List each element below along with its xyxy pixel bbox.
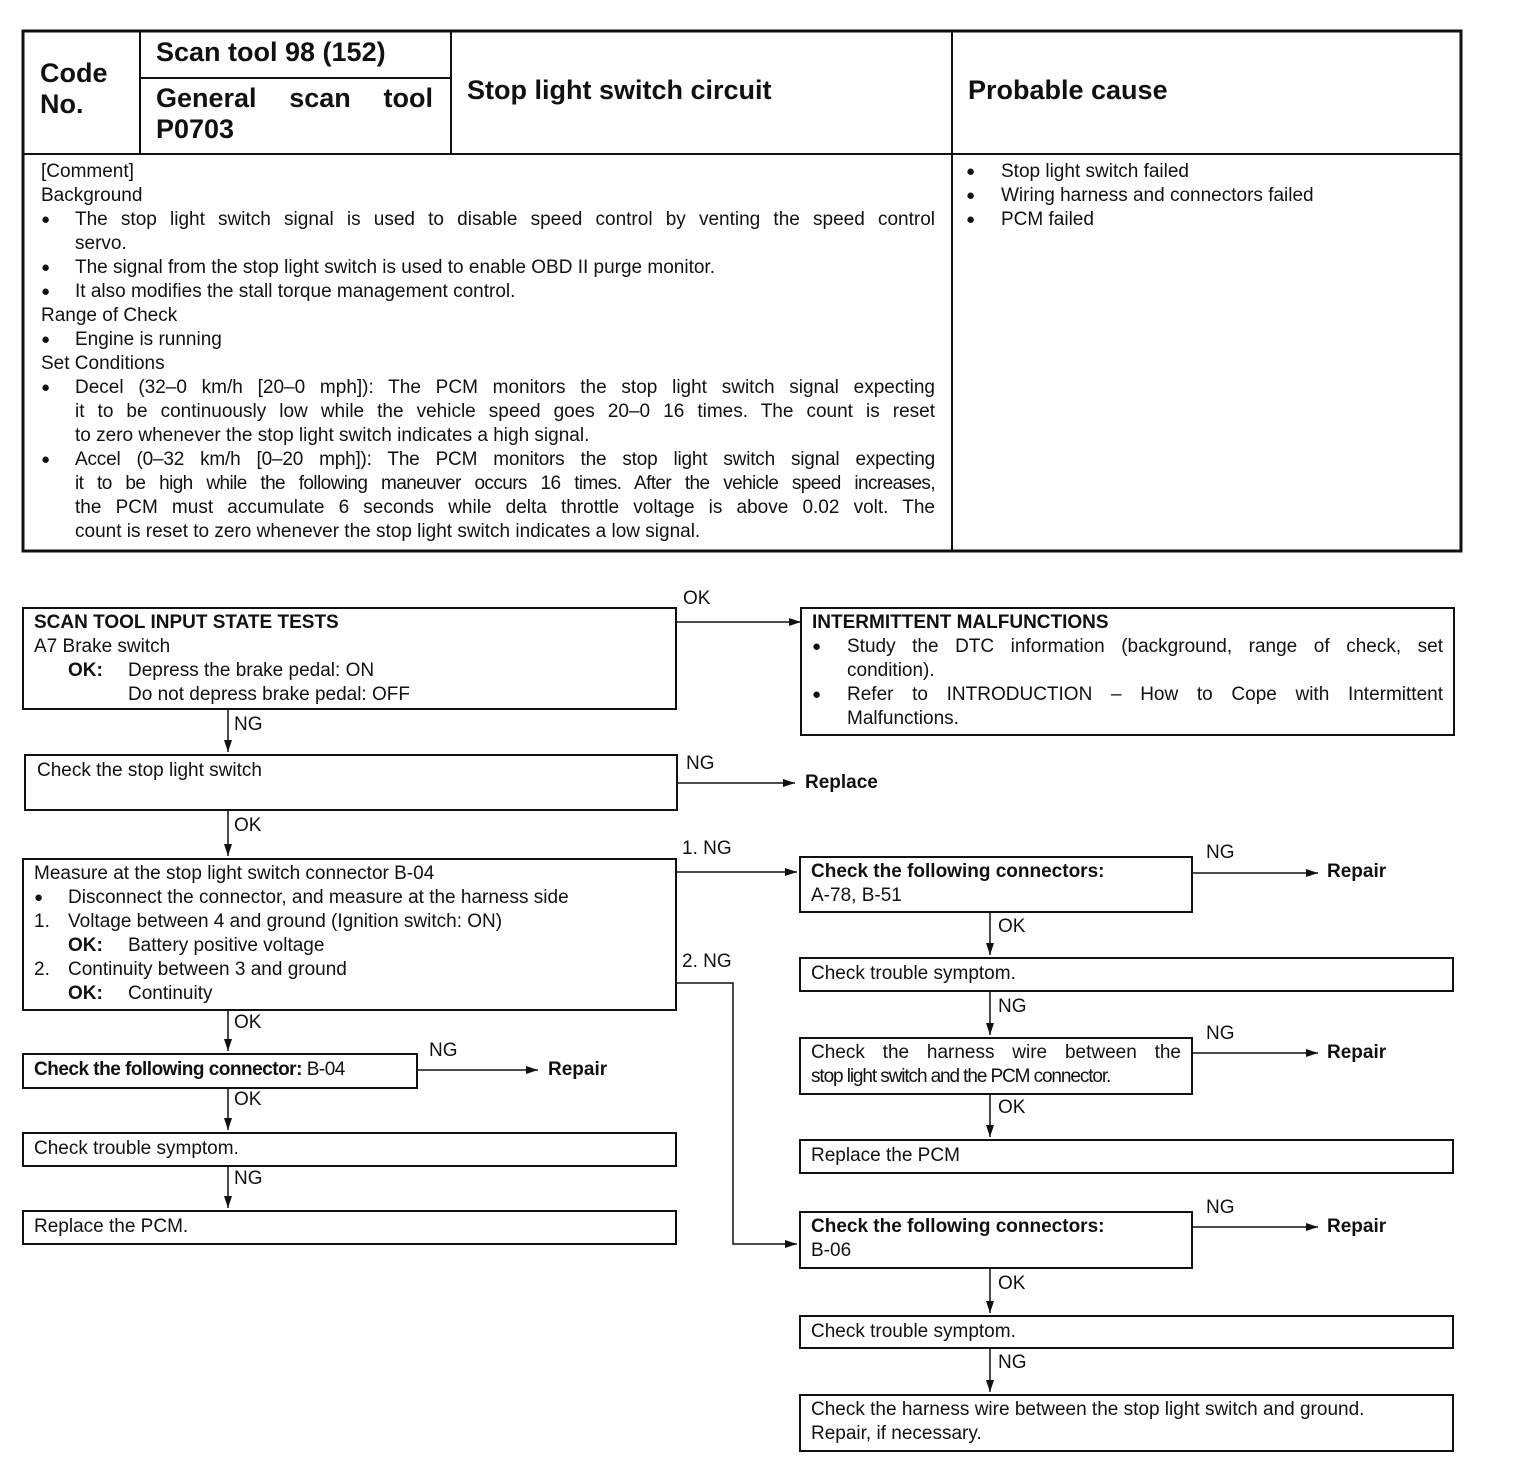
check-b06-connectors: B-06 bbox=[811, 1240, 852, 1261]
bullet-icon: ● bbox=[41, 379, 51, 396]
branch-label-ng: NG bbox=[1206, 842, 1235, 863]
scan-tool-tests-box bbox=[22, 607, 677, 710]
bullet-icon: ● bbox=[41, 283, 51, 300]
check-a78-connectors: A-78, B-51 bbox=[811, 885, 902, 906]
scan-tests-ok-2: Do not depress brake pedal: OFF bbox=[128, 684, 410, 705]
branch-label-ok: OK bbox=[234, 815, 262, 836]
repair-label: Repair bbox=[548, 1059, 608, 1080]
bullet-icon: ● bbox=[812, 686, 822, 703]
repair-label: Repair bbox=[1327, 1216, 1387, 1237]
repair-label: Repair bbox=[1327, 861, 1387, 882]
branch-label-ng: NG bbox=[234, 714, 263, 735]
scan-tests-ok-1: OK: Depress the brake pedal: ON bbox=[68, 660, 375, 681]
repair-label: Repair bbox=[1327, 1042, 1387, 1063]
branch-label-ok: OK bbox=[234, 1089, 262, 1110]
check-switch-text: Check the stop light switch bbox=[37, 760, 262, 781]
check-trouble-box-left bbox=[22, 1132, 677, 1167]
harness-pcm-line-2: stop light switch and the PCM connector. bbox=[811, 1066, 1111, 1087]
probable-cause-item: ● Wiring harness and connectors failed bbox=[966, 185, 1314, 206]
comment-label: [Comment] bbox=[41, 161, 134, 182]
bullet-icon: ● bbox=[812, 638, 822, 655]
set-item-1: ● Decel (32–0 km/h [20–0 mph]): The PCM monitors the stop light switch signal expecting it to be continuously low while the vehicle speed goes 20–0 16 times. The count is reset to zero whenever the stop light switch indicates a high signal. bbox=[41, 377, 935, 446]
harness-pcm-line-1: Check the harness wire between the bbox=[811, 1042, 1181, 1063]
replace-label: Replace bbox=[805, 772, 878, 793]
code-no-heading: Code No. bbox=[40, 58, 108, 119]
background-item-3: ● It also modifies the stall torque management control. bbox=[41, 281, 516, 302]
measure-bullet: ● Disconnect the connector, and measure at the harness side bbox=[34, 887, 569, 908]
check-a78-box bbox=[799, 856, 1193, 913]
branch-label-ng: NG bbox=[998, 1352, 1027, 1373]
check-b06-box bbox=[799, 1211, 1193, 1269]
check-harness-pcm-box bbox=[799, 1037, 1193, 1095]
intermittent-item-1: ● Study the DTC information (background, range of check, set condition). bbox=[812, 636, 1443, 681]
check-trouble-text: Check trouble symptom. bbox=[34, 1138, 239, 1159]
bullet-icon: ● bbox=[966, 211, 976, 228]
bullet-icon: ● bbox=[34, 889, 44, 906]
check-switch-box bbox=[24, 754, 678, 811]
background-heading: Background bbox=[41, 185, 143, 206]
branch-label-ok: OK bbox=[234, 1012, 262, 1033]
range-item-1: ● Engine is running bbox=[41, 329, 222, 350]
measure-item-1: 1. Voltage between 4 and ground (Ignition switch: ON) bbox=[34, 911, 503, 932]
harness-ground-line-1: Check the harness wire between the stop light switch and ground. bbox=[811, 1399, 1365, 1420]
range-heading: Range of Check bbox=[41, 305, 178, 326]
bullet-icon: ● bbox=[41, 451, 51, 468]
measure-ok-2: OK: Continuity bbox=[68, 983, 213, 1004]
probable-cause-item: ● PCM failed bbox=[966, 209, 1094, 230]
probable-cause-item: ● Stop light switch failed bbox=[966, 161, 1189, 182]
background-item-1: ● The stop light switch signal is used to disable speed control by venting the speed control servo. bbox=[41, 209, 935, 254]
check-trouble-text: Check trouble symptom. bbox=[811, 1321, 1016, 1342]
intermittent-title: INTERMITTENT MALFUNCTIONS bbox=[812, 612, 1109, 633]
intermittent-item-2: ● Refer to INTRODUCTION – How to Cope with Intermittent Malfunctions. bbox=[812, 684, 1443, 729]
branch-label-ok: OK bbox=[683, 588, 711, 609]
check-trouble-box-right-2 bbox=[799, 1315, 1454, 1349]
branch-label-ng: NG bbox=[686, 753, 715, 774]
replace-pcm-box-right bbox=[799, 1139, 1454, 1174]
replace-pcm-text: Replace the PCM. bbox=[34, 1216, 189, 1237]
branch-label-ok: OK bbox=[998, 916, 1026, 937]
scan-tool-code: Scan tool 98 (152) bbox=[156, 37, 386, 67]
harness-ground-line-2: Repair, if necessary. bbox=[811, 1423, 982, 1444]
scan-tests-brake-switch: A7 Brake switch bbox=[34, 636, 171, 657]
check-a78-title: Check the following connectors: bbox=[811, 861, 1105, 882]
check-b06-title: Check the following connectors: bbox=[811, 1216, 1105, 1237]
branch-label-ng: NG bbox=[998, 996, 1027, 1017]
branch-label-ng-2: 2. NG bbox=[682, 951, 732, 972]
background-item-2: ● The signal from the stop light switch is used to enable OBD II purge monitor. bbox=[41, 257, 715, 278]
branch-label-ng: NG bbox=[1206, 1023, 1235, 1044]
branch-label-ng: NG bbox=[234, 1168, 263, 1189]
branch-label-ng: NG bbox=[429, 1040, 458, 1061]
general-scan-tool-code: General scan tool P0703 bbox=[156, 83, 433, 144]
bullet-icon: ● bbox=[41, 259, 51, 276]
replace-pcm-box-left bbox=[22, 1210, 677, 1245]
bullet-icon: ● bbox=[966, 163, 976, 180]
set-heading: Set Conditions bbox=[41, 353, 165, 374]
replace-pcm-text: Replace the PCM bbox=[811, 1145, 960, 1166]
arrow-measure-to-b06 bbox=[676, 983, 797, 1244]
check-trouble-box-right-1 bbox=[799, 957, 1454, 992]
probable-cause-heading: Probable cause bbox=[968, 75, 1168, 105]
bullet-icon: ● bbox=[966, 187, 976, 204]
branch-label-ng-1: 1. NG bbox=[682, 838, 732, 859]
intermittent-box bbox=[800, 607, 1455, 736]
branch-label-ok: OK bbox=[998, 1273, 1026, 1294]
branch-label-ng: NG bbox=[1206, 1197, 1235, 1218]
bullet-icon: ● bbox=[41, 331, 51, 348]
measure-title: Measure at the stop light switch connector B-04 bbox=[34, 863, 435, 884]
branch-label-ok: OK bbox=[998, 1097, 1026, 1118]
check-b04-text: Check the following connector: B-04 bbox=[34, 1059, 345, 1080]
measure-box bbox=[22, 858, 677, 1011]
measure-ok-1: OK: Battery positive voltage bbox=[68, 935, 325, 956]
measure-item-2: 2. Continuity between 3 and ground bbox=[34, 959, 347, 980]
scan-tests-title: SCAN TOOL INPUT STATE TESTS bbox=[34, 612, 339, 633]
check-trouble-text: Check trouble symptom. bbox=[811, 963, 1016, 984]
bullet-icon: ● bbox=[41, 211, 51, 228]
set-item-2: ● Accel (0–32 km/h [0–20 mph]): The PCM monitors the stop light switch signal expecting it to be high while the following maneuver occurs 16 times. After the vehicle speed increases, the PCM must accumulate 6 seconds while delta throttle voltage is above 0.02 volt. The count is reset to zero whenever the stop light switch indicates a low signal. bbox=[41, 449, 935, 542]
check-b04-box bbox=[22, 1053, 418, 1089]
check-harness-ground-box bbox=[799, 1394, 1454, 1452]
circuit-title: Stop light switch circuit bbox=[467, 75, 772, 105]
